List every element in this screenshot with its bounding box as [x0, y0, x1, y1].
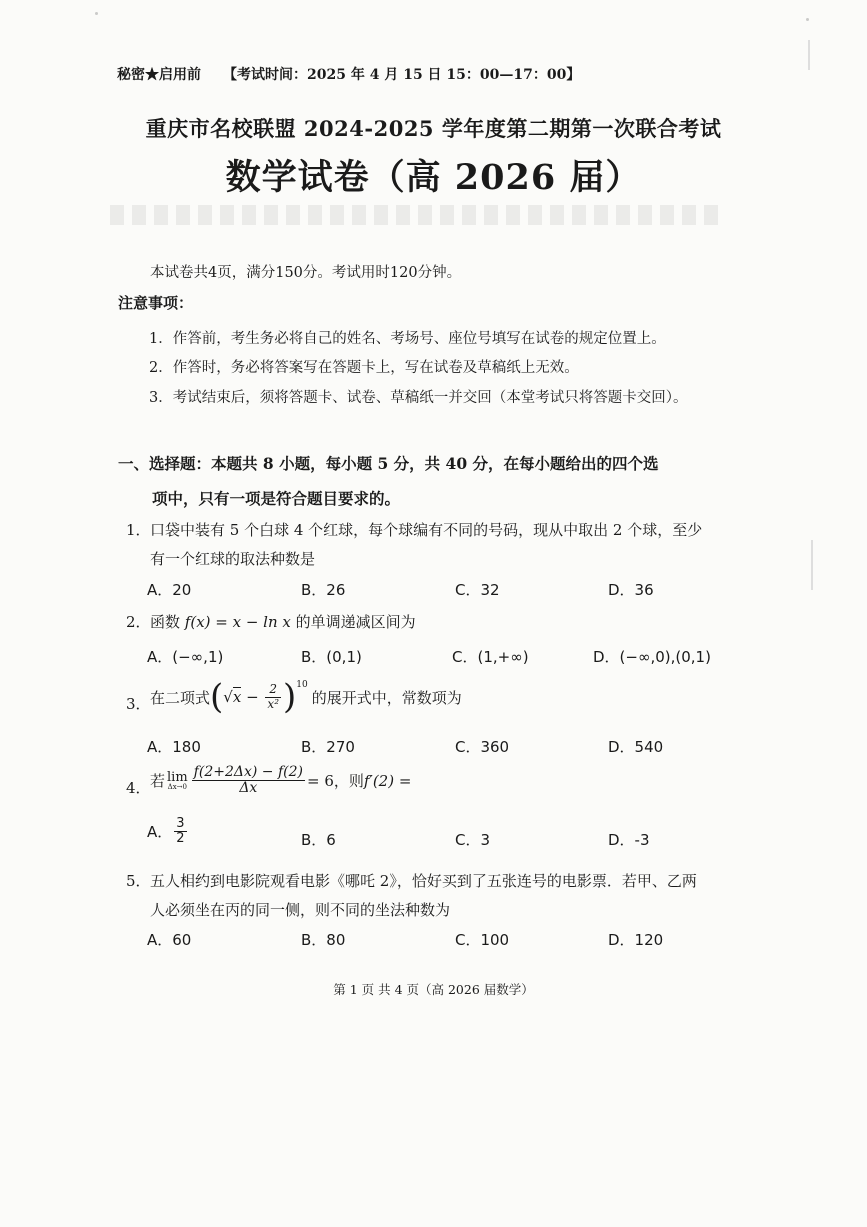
right-paren: ) [283, 677, 297, 717]
scan-speck [95, 12, 98, 15]
option-c: C．32 [455, 581, 500, 599]
denominator: Δx [239, 780, 258, 797]
option-b: B．26 [301, 581, 346, 599]
option-a: A．60 [147, 931, 192, 949]
note-item: 1．作答前，考生务必将自己的姓名、考场号、座位号填写在试卷的规定位置上。 [149, 331, 666, 347]
sqrt-radicand: x [232, 688, 242, 706]
option-b: B．6 [301, 831, 336, 849]
numerator: f(2+2Δx) − f(2) [193, 764, 303, 780]
question-prefix: 函数 [150, 613, 181, 631]
notes-heading: 注意事项： [118, 294, 194, 312]
derivative-value: f′(2) = [363, 771, 412, 790]
exam-time: 【考试时间：2025 年 4 月 15 日 15：00—17：00】 [223, 67, 581, 83]
option-a [147, 817, 189, 847]
question-text [150, 765, 411, 797]
confidential-label: 秘密★启用前 [117, 67, 201, 83]
question-number: 2． [126, 613, 151, 631]
option-d: D．-3 [608, 831, 650, 849]
option-d: D．120 [608, 931, 664, 949]
sqrt-term: √x [223, 688, 242, 706]
option-a-label: A． [147, 823, 173, 842]
section-heading: 一、选择题：本题共 8 小题，每小题 5 分，共 40 分，在每小题给出的四个选 [118, 454, 659, 473]
binomial-expression [210, 677, 308, 717]
question-prefix: 在二项式 [150, 688, 211, 707]
scan-edge-mark [808, 40, 810, 70]
question-number: 1． [126, 521, 151, 539]
equation-rhs: = 6，则 [306, 772, 364, 791]
limit-label: lim [167, 769, 188, 785]
option-b: B．(0,1) [301, 648, 362, 666]
option-c: C．(1,+∞) [452, 648, 529, 666]
option-d: D．36 [608, 581, 654, 599]
option-a: A．180 [147, 738, 201, 756]
option-b: B．80 [301, 931, 346, 949]
question-prefix: 若 [150, 772, 166, 791]
limit-subscript: Δx→0 [167, 782, 187, 791]
scan-speck [806, 18, 809, 21]
numerator: 2 [265, 683, 281, 697]
exam-subtitle: 数学试卷（高 2026 届） [225, 157, 642, 198]
denominator: x² [267, 696, 279, 711]
note-item: 2．作答时，务必将答案写在答题卡上，写在试卷及草稿纸上无效。 [149, 360, 579, 376]
option-a: A．(−∞,1) [147, 648, 224, 666]
question-text: 五人相约到电影院观看电影《哪吒 2》，恰好买到了五张连号的电影票．若甲、乙两 [150, 872, 697, 890]
option-d: D．(−∞,0),(0,1) [593, 648, 711, 666]
numerator: 3 [176, 816, 185, 831]
question-text: 人必须坐在丙的同一侧，则不同的坐法种数为 [150, 901, 451, 919]
question-text: 有一个红球的取法种数是 [150, 550, 316, 568]
question-number: 3． [126, 695, 151, 713]
question-suffix: 的单调递减区间为 [295, 613, 416, 631]
bleed-through-text [110, 205, 720, 225]
fraction [265, 683, 281, 710]
option-b: B．270 [301, 738, 355, 756]
question-number: 5． [126, 872, 151, 890]
difference-quotient [192, 765, 305, 797]
limit [167, 771, 188, 791]
question-text [150, 611, 416, 632]
left-paren: ( [210, 677, 224, 717]
scan-edge-mark [811, 540, 813, 590]
question-suffix: 的展开式中，常数项为 [311, 688, 462, 707]
page-footer: 第 1 页 共 4 页（高 2026 届数学） [333, 982, 534, 997]
note-item: 3．考试结束后，须将答题卡、试卷、草稿纸一并交回（本堂考试只将答题卡交回）。 [149, 390, 688, 406]
function-expression: f(x) = x − ln x [184, 613, 291, 631]
option-c: C．100 [455, 931, 510, 949]
option-c: C．3 [455, 831, 491, 849]
minus-sign: − [241, 688, 264, 706]
question-text [150, 677, 462, 717]
confidential-header [117, 64, 580, 84]
question-number: 4． [126, 779, 151, 797]
question-text: 口袋中装有 5 个白球 4 个红球，每个球编有不同的号码，现从中取出 2 个球，至少 [150, 521, 703, 539]
exponent: 10 [296, 680, 308, 690]
exam-title: 重庆市名校联盟 2024-2025 学年度第二期第一次联合考试 [145, 116, 722, 141]
denominator: 2 [176, 831, 185, 847]
section-heading-cont: 项中，只有一项是符合题目要求的。 [152, 489, 401, 508]
option-a-fraction [174, 817, 186, 847]
option-a: A．20 [147, 581, 192, 599]
option-c: C．360 [455, 738, 510, 756]
option-d: D．540 [608, 738, 664, 756]
intro-text: 本试卷共4页，满分150分。考试用时120分钟。 [150, 265, 462, 281]
